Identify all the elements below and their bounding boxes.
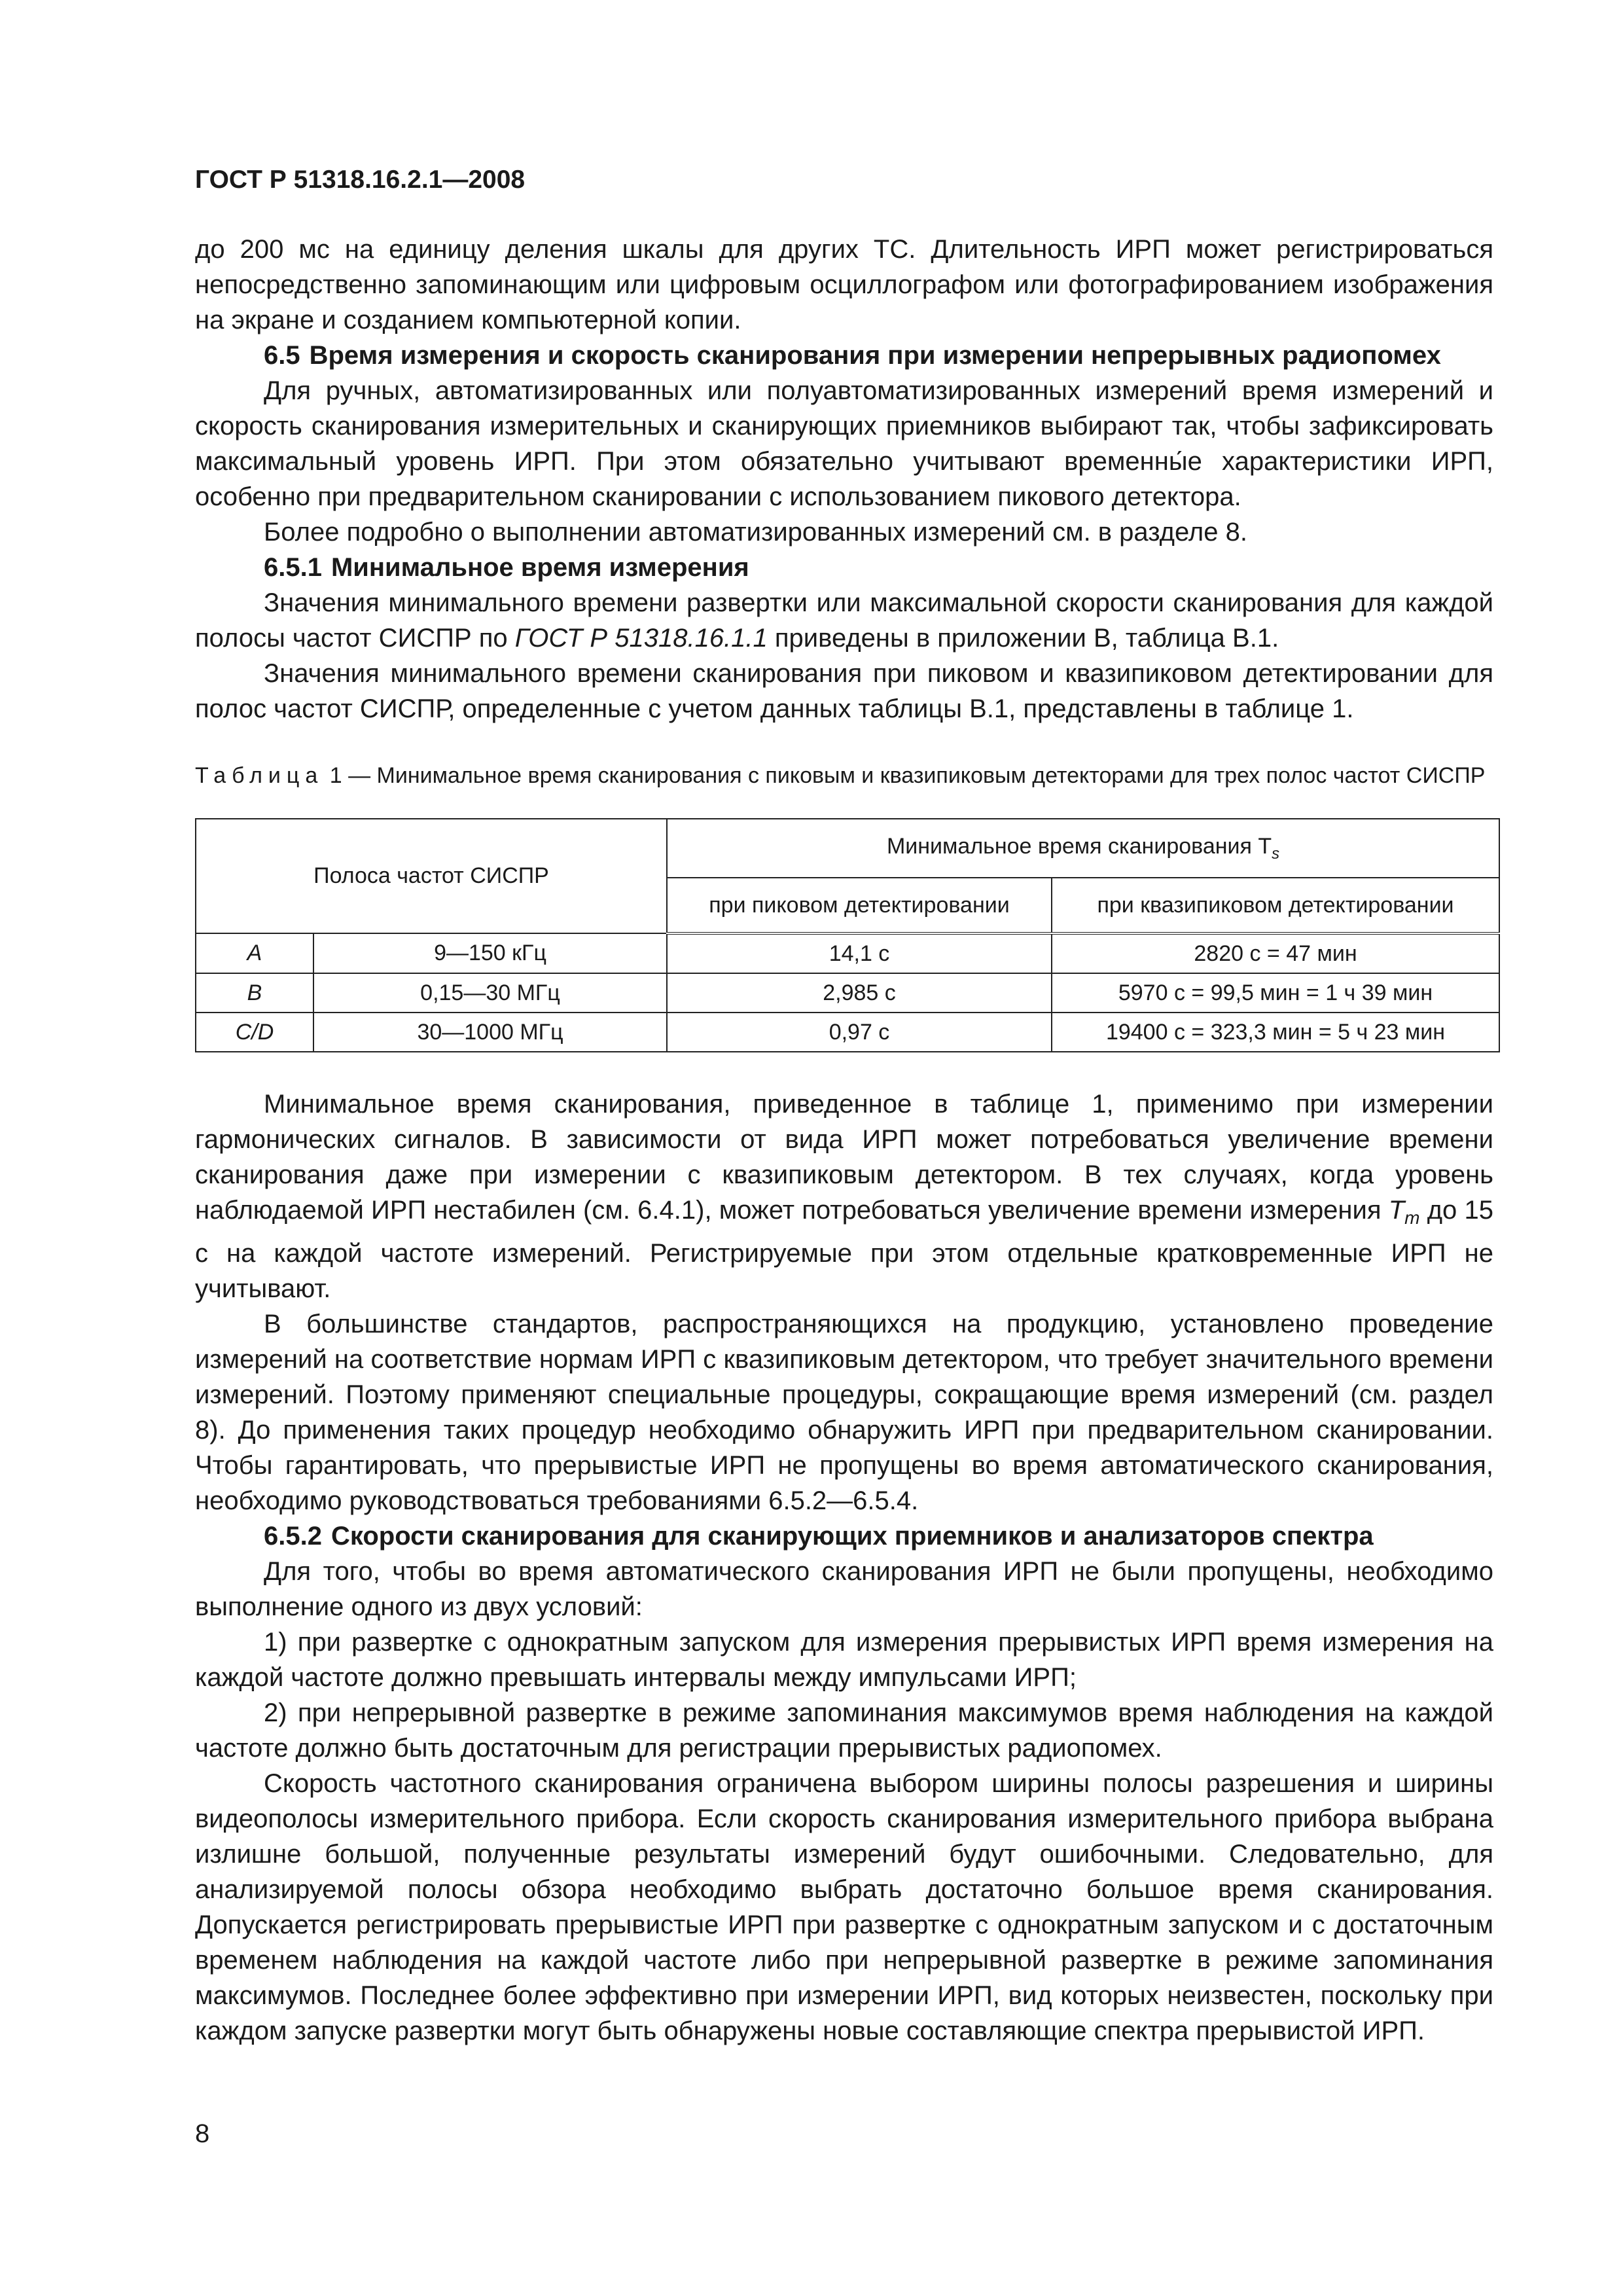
document-header: ГОСТ Р 51318.16.2.1—2008 [195,166,526,194]
band-cell: A [196,933,313,973]
table-caption-word: Таблица [195,763,324,788]
symbol-T: T [1388,1196,1405,1225]
table-row [196,933,1499,973]
header-text: Минимальное время сканирования T [886,833,1272,859]
document-page [195,162,1493,2049]
band-cell: C/D [196,1013,313,1052]
qp-cell: 19400 с = 323,3 мин = 5 ч 23 мин [1052,1013,1499,1052]
section-heading-6-5 [195,338,1493,373]
table-caption [195,762,1493,789]
section-title: Скорости сканирования для сканирующих приемников и анализаторов спектра [330,1522,1374,1551]
paragraph: Для того, чтобы во время автоматического сканирования ИРП не были пропущены, необходимо выполнение одного из двух условий: [195,1557,1493,1621]
scan-time-table [195,818,1500,1052]
paragraph: Более подробно о выполнении автоматизированных измерений см. в разделе 8. [264,518,1247,547]
page-number: 8 [195,2119,210,2148]
table-row [196,1013,1499,1052]
peak-cell: 2,985 с [667,973,1052,1013]
peak-cell: 14,1 с [667,933,1052,973]
table-row [196,973,1499,1013]
table-header-row [196,819,1499,878]
table-caption-text: 1 — Минимальное время сканирования с пиковым и квазипиковым детекторами для трех полос частот СИСПР [323,763,1486,788]
paragraph [195,585,1493,656]
list-item: 1) при развертке с однократным запуском для измерения прерывистых ИРП время измерения на каждой частоте должно превышать интервалы между импульсами ИРП; [195,1628,1493,1692]
paragraph [195,1086,1493,1306]
section-title: Время измерения и скорость сканирования при измерении непрерывных радиопомех [309,341,1441,370]
header-subscript: s [1272,844,1280,863]
range-cell: 30—1000 МГц [313,1013,667,1052]
qp-cell: 5970 с = 99,5 мин = 1 ч 39 мин [1052,973,1499,1013]
table-header-qp: при квазипиковом детектировании [1052,878,1499,933]
section-number: 6.5.1 [264,553,322,582]
table-header-band: Полоса частот СИСПР [196,819,667,933]
symbol-subscript: m [1404,1208,1420,1228]
paragraph: Значения минимального времени сканирования при пиковом и квазипиковом детектировании для полос частот СИСПР, определенные с учетом данных таблицы В.1, представлены в таблице 1. [195,659,1493,723]
table-header-min-time [667,819,1499,878]
section-number: 6.5.2 [264,1522,322,1551]
text-run: приведены в приложении В, таблица В.1. [767,624,1279,653]
table-header-peak: при пиковом детектировании [667,878,1052,933]
band-cell: B [196,973,313,1013]
standard-reference: ГОСТ Р 51318.16.1.1 [514,624,768,653]
paragraph: В большинстве стандартов, распространяющихся на продукцию, установлено проведение измерений на соответствие нормам ИРП с квазипиковым детектором, что требует значительного времени измерений. Поэтому применяют специальные процедуры, сокращающие время измерений (см. раздел 8). До применения таких процедур необходимо обнаружить ИРП при предварительном сканировании. Чтобы гарантировать, что прерывистые ИРП не пропущены во время автоматического сканирования, необходимо руководствоваться требованиями 6.5.2—6.5.4. [195,1310,1493,1515]
peak-cell: 0,97 с [667,1013,1052,1052]
range-cell: 9—150 кГц [313,933,667,973]
paragraph: Скорость частотного сканирования ограничена выбором ширины полосы разрешения и ширины видеополосы измерительного прибора. Если скорость сканирования измерительного прибора выбрана излишне большой, полученные результаты измерений будут ошибочными. Следовательно, для анализируемой полосы обзора необходимо выбрать достаточно большое время сканирования. Допускается регистрировать прерывистые ИРП при развертке с однократным запуском и с достаточным временем наблюдения на каждой частоте либо при непрерывной развертке в режиме запоминания максимумов. Последнее более эффективно при измерении ИРП, вид которых неизвестен, поскольку при каждом запуске развертки могут быть обнаружены новые составляющие спектра прерывистой ИРП. [195,1769,1493,2045]
section-title: Минимальное время измерения [330,553,749,582]
paragraph: Для ручных, автоматизированных или полуавтоматизированных измерений время измерений и скорость сканирования измерительных и сканирующих приемников выбирают так, чтобы зафиксировать максимальный уровень ИРП. При этом обязательно учитывают временны́е характеристики ИРП, особенно при предварительном сканировании с использованием пикового детектора. [195,376,1493,511]
range-cell: 0,15—30 МГц [313,973,667,1013]
section-heading-6-5-1 [195,550,1493,585]
text-run: до 15 с на каждой частоте измерений. Регистрируемые при этом отдельные кратковременные ИРП не учитывают. [195,1196,1493,1303]
text-run: Значения минимального времени развертки или максимальной скорости сканирования для каждой полосы частот СИСПР по [195,588,1493,653]
section-number: 6.5 [264,341,300,370]
qp-cell: 2820 с = 47 мин [1052,933,1499,973]
list-item: 2) при непрерывной развертке в режиме запоминания максимумов время наблюдения на каждой частоте должно быть достаточным для регистрации прерывистых радиопомех. [195,1698,1493,1763]
paragraph-intro: до 200 мс на единицу деления шкалы для других ТС. Длительность ИРП может регистрироваться непосредственно запоминающим или цифровым осциллографом или фотографированием изображения на экране и созданием компьютерной копии. [195,235,1493,334]
section-heading-6-5-2 [195,1518,1493,1554]
text-run: Минимальное время сканирования, приведенное в таблице 1, применимо при измерении гармонических сигналов. В зависимости от вида ИРП может потребоваться увеличение времени сканирования даже при измерении с квазипиковым детектором. В тех случаях, когда уровень наблюдаемой ИРП нестабилен (см. 6.4.1), может потребоваться увеличение времени измерения [195,1090,1493,1225]
